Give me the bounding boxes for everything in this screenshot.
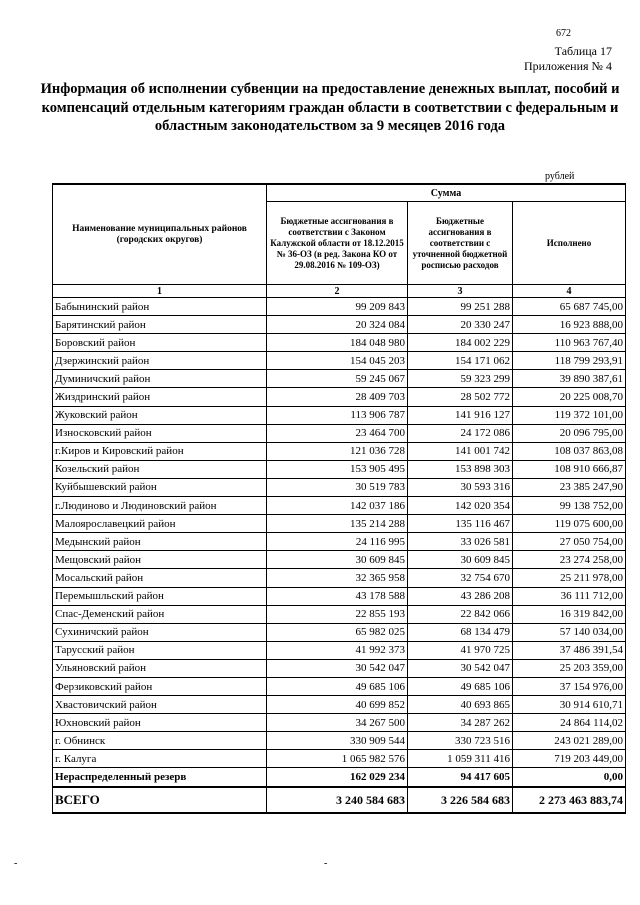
table-row xyxy=(53,605,626,623)
district-name: Спас-Деменский район xyxy=(53,605,267,623)
amount-col3: 30 593 316 xyxy=(408,478,513,496)
amount-col2: 59 245 067 xyxy=(267,370,408,388)
amount-col2: 65 982 025 xyxy=(267,623,408,641)
amount-col4: 25 203 359,00 xyxy=(513,659,626,677)
table-row xyxy=(53,623,626,641)
table-row xyxy=(53,334,626,352)
amount-col3: 49 685 106 xyxy=(408,677,513,695)
amount-col3: 20 330 247 xyxy=(408,316,513,334)
amount-col3: 22 842 066 xyxy=(408,605,513,623)
amount-col4: 119 075 600,00 xyxy=(513,515,626,533)
amount-col4: 719 203 449,00 xyxy=(513,750,626,768)
reserve-col3: 94 417 605 xyxy=(408,768,513,788)
amount-col2: 135 214 288 xyxy=(267,515,408,533)
amount-col3: 135 116 467 xyxy=(408,515,513,533)
amount-col3: 68 134 479 xyxy=(408,623,513,641)
amount-col3: 28 502 772 xyxy=(408,388,513,406)
district-name: г.Людиново и Людиновский район xyxy=(53,497,267,515)
district-name: Бабынинский район xyxy=(53,298,267,316)
amount-col3: 32 754 670 xyxy=(408,569,513,587)
amount-col2: 30 609 845 xyxy=(267,551,408,569)
amount-col2: 20 324 084 xyxy=(267,316,408,334)
amount-col2: 22 855 193 xyxy=(267,605,408,623)
district-name: Жиздринский район xyxy=(53,388,267,406)
units-label: рублей xyxy=(545,171,575,182)
colnum-2: 2 xyxy=(267,285,408,298)
amount-col4: 108 037 863,08 xyxy=(513,442,626,460)
table-number: Таблица 17 xyxy=(554,44,612,58)
amount-col4: 243 021 289,00 xyxy=(513,732,626,750)
district-name: Малоярославецкий район xyxy=(53,515,267,533)
amount-col4: 30 914 610,71 xyxy=(513,696,626,714)
table-row xyxy=(53,714,626,732)
amount-col3: 330 723 516 xyxy=(408,732,513,750)
amount-col3: 34 287 262 xyxy=(408,714,513,732)
table-row xyxy=(53,533,626,551)
amount-col4: 110 963 767,40 xyxy=(513,334,626,352)
table-row xyxy=(53,316,626,334)
amount-col2: 34 267 500 xyxy=(267,714,408,732)
amount-col2: 154 045 203 xyxy=(267,352,408,370)
reserve-row xyxy=(53,768,626,788)
table-row xyxy=(53,750,626,768)
amount-col3: 142 020 354 xyxy=(408,497,513,515)
amount-col4: 119 372 101,00 xyxy=(513,406,626,424)
district-name: Износковский район xyxy=(53,424,267,442)
district-name: Дзержинский район xyxy=(53,352,267,370)
amount-col3: 184 002 229 xyxy=(408,334,513,352)
amount-col2: 24 116 995 xyxy=(267,533,408,551)
total-row xyxy=(53,787,626,813)
colnum-4: 4 xyxy=(513,285,626,298)
amount-col2: 40 699 852 xyxy=(267,696,408,714)
district-name: г. Калуга xyxy=(53,750,267,768)
amount-col2: 113 906 787 xyxy=(267,406,408,424)
table-row xyxy=(53,478,626,496)
amount-col2: 99 209 843 xyxy=(267,298,408,316)
amount-col3: 40 693 865 xyxy=(408,696,513,714)
amount-col2: 1 065 982 576 xyxy=(267,750,408,768)
header-col4: Исполнено xyxy=(513,202,626,285)
table-row xyxy=(53,388,626,406)
district-name: г. Обнинск xyxy=(53,732,267,750)
scan-mark-center: - xyxy=(324,858,328,869)
table-row xyxy=(53,497,626,515)
amount-col4: 16 319 842,00 xyxy=(513,605,626,623)
district-name: Козельский район xyxy=(53,460,267,478)
district-name: Думиничский район xyxy=(53,370,267,388)
district-name: Барятинский район xyxy=(53,316,267,334)
district-name: Перемышльский район xyxy=(53,587,267,605)
district-name: Ферзиковский район xyxy=(53,677,267,695)
amount-col3: 43 286 208 xyxy=(408,587,513,605)
amount-col3: 30 609 845 xyxy=(408,551,513,569)
header-col2: Бюджетные ассигнования в соответствии с Законом Калужской области от 18.12.2015 № 36-ОЗ (в ред. Закона КО от 29.08.2016 № 109-ОЗ) xyxy=(267,202,408,285)
amount-col3: 153 898 303 xyxy=(408,460,513,478)
table-row xyxy=(53,298,626,316)
subsidy-table xyxy=(52,183,626,814)
amount-col2: 49 685 106 xyxy=(267,677,408,695)
reserve-col4: 0,00 xyxy=(513,768,626,788)
amount-col2: 153 905 495 xyxy=(267,460,408,478)
header-col3: Бюджетные ассигнования в соответствии с уточненной бюджетной росписью расходов xyxy=(408,202,513,285)
amount-col2: 330 909 544 xyxy=(267,732,408,750)
amount-col4: 99 138 752,00 xyxy=(513,497,626,515)
amount-col4: 27 050 754,00 xyxy=(513,533,626,551)
table-row xyxy=(53,569,626,587)
amount-col4: 37 486 391,54 xyxy=(513,641,626,659)
amount-col4: 20 225 008,70 xyxy=(513,388,626,406)
table-row xyxy=(53,424,626,442)
district-name: Куйбышевский район xyxy=(53,478,267,496)
reserve-col2: 162 029 234 xyxy=(267,768,408,788)
colnum-1: 1 xyxy=(53,285,267,298)
amount-col2: 43 178 588 xyxy=(267,587,408,605)
amount-col4: 20 096 795,00 xyxy=(513,424,626,442)
amount-col4: 23 385 247,90 xyxy=(513,478,626,496)
amount-col2: 30 519 783 xyxy=(267,478,408,496)
district-name: Жуковский район xyxy=(53,406,267,424)
district-name: Мосальский район xyxy=(53,569,267,587)
amount-col4: 108 910 666,87 xyxy=(513,460,626,478)
amount-col2: 28 409 703 xyxy=(267,388,408,406)
amount-col4: 118 799 293,91 xyxy=(513,352,626,370)
amount-col3: 141 916 127 xyxy=(408,406,513,424)
amount-col3: 141 001 742 xyxy=(408,442,513,460)
district-name: Юхновский район xyxy=(53,714,267,732)
amount-col4: 39 890 387,61 xyxy=(513,370,626,388)
header-name: Наименование муниципальных районов (городских округов) xyxy=(53,184,267,285)
amount-col2: 121 036 728 xyxy=(267,442,408,460)
amount-col3: 33 026 581 xyxy=(408,533,513,551)
district-name: г.Киров и Кировский район xyxy=(53,442,267,460)
table-row xyxy=(53,515,626,533)
total-col4: 2 273 463 883,74 xyxy=(513,787,626,813)
table-row xyxy=(53,659,626,677)
table-row xyxy=(53,641,626,659)
amount-col4: 65 687 745,00 xyxy=(513,298,626,316)
table-row xyxy=(53,587,626,605)
amount-col4: 16 923 888,00 xyxy=(513,316,626,334)
reserve-name: Нераспределенный резерв xyxy=(53,768,267,788)
amount-col2: 32 365 958 xyxy=(267,569,408,587)
district-name: Тарусский район xyxy=(53,641,267,659)
table-row xyxy=(53,696,626,714)
district-name: Мещовский район xyxy=(53,551,267,569)
table-body xyxy=(53,298,626,768)
amount-col2: 184 048 980 xyxy=(267,334,408,352)
amount-col3: 24 172 086 xyxy=(408,424,513,442)
table-row xyxy=(53,460,626,478)
amount-col2: 23 464 700 xyxy=(267,424,408,442)
table-row xyxy=(53,551,626,569)
total-name: ВСЕГО xyxy=(53,787,267,813)
header-sum: Сумма xyxy=(267,184,626,202)
district-name: Хвастовичский район xyxy=(53,696,267,714)
amount-col4: 36 111 712,00 xyxy=(513,587,626,605)
total-col2: 3 240 584 683 xyxy=(267,787,408,813)
colnum-3: 3 xyxy=(408,285,513,298)
district-name: Боровский район xyxy=(53,334,267,352)
district-name: Медынский район xyxy=(53,533,267,551)
amount-col3: 41 970 725 xyxy=(408,641,513,659)
document-title: Информация об исполнении субвенции на предоставление денежных выплат, пособий и компенсаций отдельным категориям граждан области в соответствии с федеральным и областным законодательством за 9 месяцев 2016 года xyxy=(40,81,620,134)
amount-col4: 24 864 114,02 xyxy=(513,714,626,732)
table-row xyxy=(53,406,626,424)
appendix-number: Приложения № 4 xyxy=(523,59,612,73)
amount-col3: 1 059 311 416 xyxy=(408,750,513,768)
amount-col4: 23 274 258,00 xyxy=(513,551,626,569)
amount-col4: 57 140 034,00 xyxy=(513,623,626,641)
amount-col2: 142 037 186 xyxy=(267,497,408,515)
page-number: 672 xyxy=(556,28,571,39)
table-reference xyxy=(524,44,612,74)
amount-col4: 37 154 976,00 xyxy=(513,677,626,695)
table-row xyxy=(53,442,626,460)
table-row xyxy=(53,370,626,388)
table-row xyxy=(53,732,626,750)
scan-mark-left: - xyxy=(14,858,18,869)
amount-col4: 25 211 978,00 xyxy=(513,569,626,587)
amount-col3: 59 323 299 xyxy=(408,370,513,388)
amount-col2: 41 992 373 xyxy=(267,641,408,659)
total-col3: 3 226 584 683 xyxy=(408,787,513,813)
table-row xyxy=(53,677,626,695)
table-row xyxy=(53,352,626,370)
district-name: Сухиничский район xyxy=(53,623,267,641)
amount-col3: 154 171 062 xyxy=(408,352,513,370)
district-name: Ульяновский район xyxy=(53,659,267,677)
amount-col2: 30 542 047 xyxy=(267,659,408,677)
amount-col3: 30 542 047 xyxy=(408,659,513,677)
amount-col3: 99 251 288 xyxy=(408,298,513,316)
